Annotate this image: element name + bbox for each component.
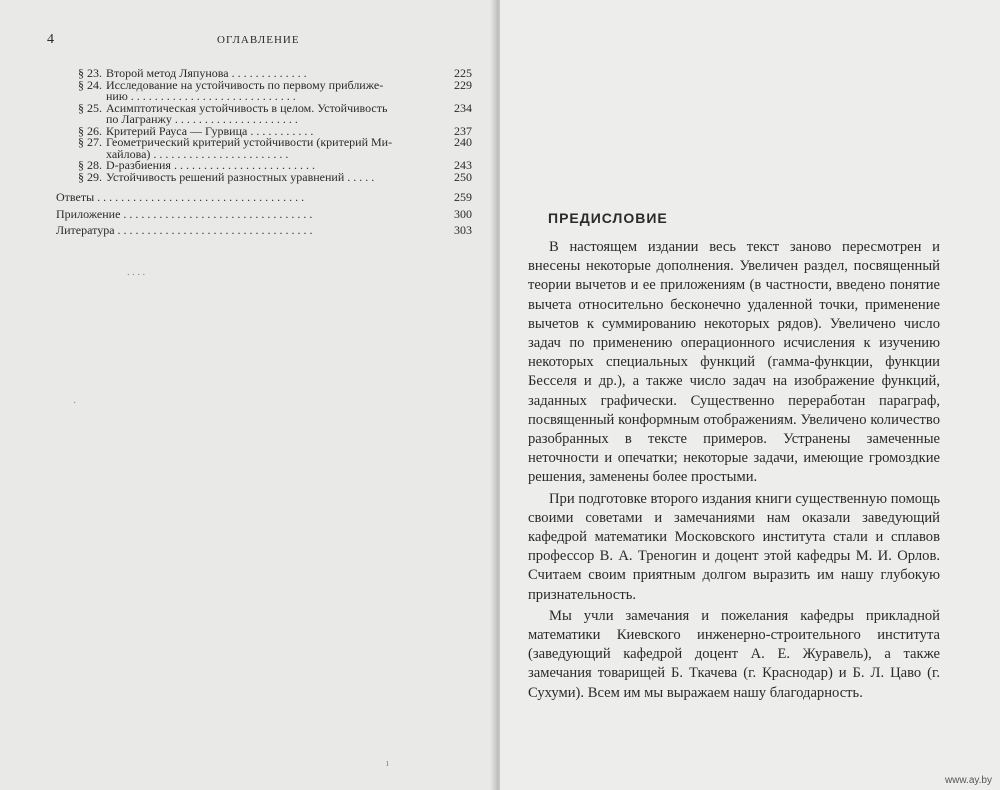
toc-page-number: 300 <box>454 206 472 221</box>
toc-title-line: Литература . . . . . . . . . . . . . . . . . . . . . . . . . . . . . . . . . <box>56 223 313 237</box>
toc-title-line: Асимптотическая устойчивость в целом. Устойчивость <box>106 100 388 115</box>
toc-title-line: нию . . . . . . . . . . . . . . . . . . . . . . . . . . . . <box>106 89 296 103</box>
toc-title-line: Геометрический критерий устойчивости (критерий Ми- <box>106 135 393 149</box>
toc-entry <box>52 137 472 160</box>
toc-title-line: Исследование на устойчивость по первому приближе- <box>106 77 384 92</box>
toc-title <box>56 225 438 237</box>
toc-entry <box>52 169 472 184</box>
page-number: 4 <box>47 32 54 47</box>
toc-section-number: § 23. <box>78 66 102 80</box>
toc-title-line: Устойчивость решений разностных уравнений . . . . . <box>106 169 375 184</box>
toc-page-number: 240 <box>454 135 472 149</box>
scan-speck: · <box>73 398 77 409</box>
toc-page-number: 234 <box>454 100 472 115</box>
toc-entry <box>52 225 472 237</box>
foreword-body <box>528 238 940 703</box>
toc-page-number: 250 <box>454 169 472 184</box>
watermark: www.ay.by <box>944 775 992 786</box>
toc-page-number: 225 <box>454 66 472 80</box>
toc-page-number: 237 <box>454 123 472 138</box>
toc-title <box>56 192 438 204</box>
toc-title-line: Ответы . . . . . . . . . . . . . . . . . . . . . . . . . . . . . . . . . . . <box>56 190 305 204</box>
toc-title <box>56 206 438 221</box>
toc-title-line: Приложение . . . . . . . . . . . . . . . . . . . . . . . . . . . . . . . . <box>56 206 313 221</box>
toc-entry <box>52 100 472 126</box>
toc-page-number: 303 <box>454 223 472 237</box>
toc-section-number: § 25. <box>78 100 102 115</box>
toc-title-line: Критерий Рауса — Гурвица . . . . . . . . . . . <box>106 123 314 138</box>
toc-title <box>106 137 438 160</box>
table-of-contents <box>52 68 472 237</box>
toc-section-number: § 26. <box>78 123 102 138</box>
scan-speck: ı <box>386 758 389 769</box>
toc-title-line: по Лагранжу . . . . . . . . . . . . . . . . . . . . . <box>106 112 298 126</box>
running-head: ОГЛАВЛЕНИЕ <box>217 34 300 46</box>
toc-title-line: D-разбиения . . . . . . . . . . . . . . . . . . . . . . . . <box>106 158 315 172</box>
toc-title <box>106 169 438 184</box>
foreword-title: ПРЕДИСЛОВИЕ <box>548 210 668 226</box>
toc-page-number: 243 <box>454 158 472 172</box>
toc-section-number: § 29. <box>78 169 102 184</box>
toc-section-number: § 27. <box>78 135 102 149</box>
toc-section-number: § 28. <box>78 158 102 172</box>
foreword-paragraph: Мы учли замечания и пожелания кафедры прикладной математики Киевского инженерно-строительного института (заведующий кафедрой доцент А. Е. Журавель), а также замечания товарищей Б. Ткачева (г. Краснодар) и Б. Л. Цаво (г. Сухуми). Всем им мы выражаем нашу благодарность. <box>528 607 940 701</box>
left-page <box>0 0 494 790</box>
toc-page-number: 229 <box>454 77 472 92</box>
foreword-paragraph: В настоящем издании весь текст заново пересмотрен и внесены некоторые дополнения. Увеличен раздел, посвященный теории вычетов и ее приложениям (в частности, введено понятие вычета относительно бесконечно удаленной точки, применение вычетов к суммированию некоторых рядов). Увеличено число задач по применению операционного исчисления к изучению некоторых специальных функций (гамма-функции, функции Бесселя и др.), а также число задач на изображение функций, заданных графически. Существенно переработан параграф, посвященный конформным отображениям. Увеличено количество разобранных в тексте примеров. Устранены замеченные неточности и опечатки; некоторые задачи, имеющие громоздкие решения, заменены более простыми. <box>528 239 940 486</box>
toc-page-number: 259 <box>454 190 472 204</box>
toc-entry <box>52 206 472 221</box>
toc-title-line: Второй метод Ляпунова . . . . . . . . . . . . . <box>106 66 307 80</box>
toc-entry <box>52 77 472 103</box>
scan-speck: ⸱ ⸱ ⸱ ⸱ <box>127 270 146 281</box>
foreword-paragraph: При подготовке второго издания книги существенную помощь своими советами и замечаниями нам оказали заведующий кафедрой математики Московского института стали и сплавов профессор В. А. Треногин и доцент этой кафедры М. И. Орлов. Считаем своим приятным долгом выразить им нашу глубокую признательность. <box>528 490 940 603</box>
toc-title <box>106 100 438 126</box>
toc-title-line: хайлова) . . . . . . . . . . . . . . . . . . . . . . . <box>106 146 289 161</box>
toc-entry <box>52 192 472 204</box>
toc-section-number: § 24. <box>78 77 102 92</box>
toc-title <box>106 77 438 103</box>
